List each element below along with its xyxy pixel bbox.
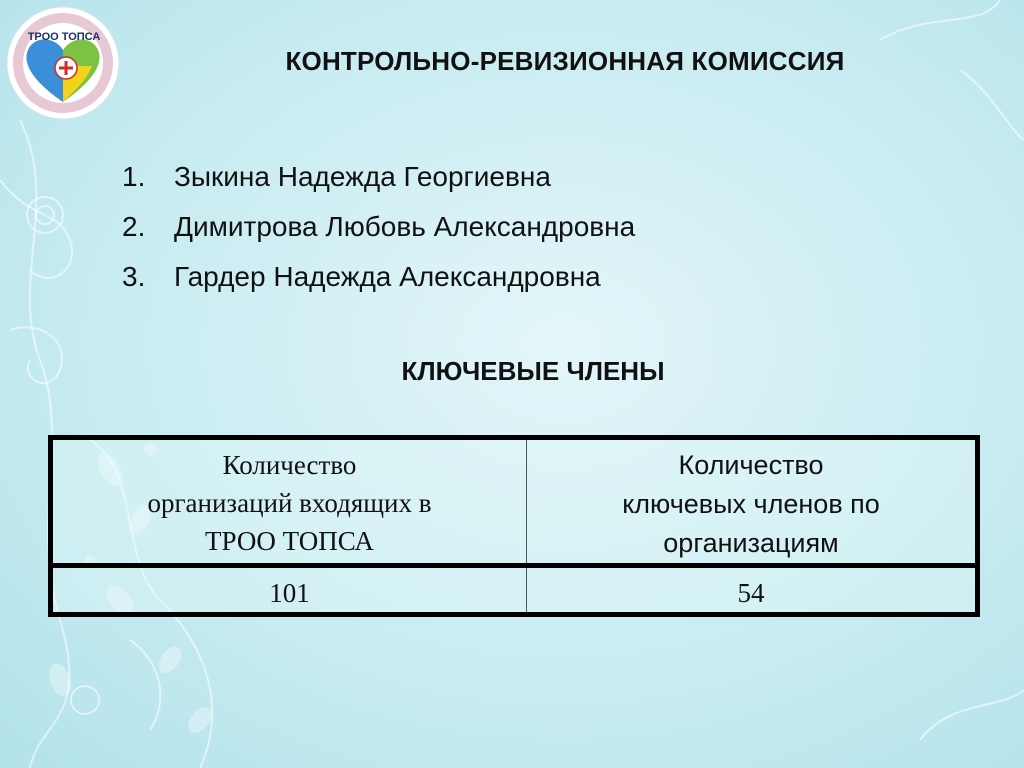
list-item — [122, 252, 635, 302]
table-header-row — [51, 438, 978, 566]
page-title: КОНТРОЛЬНО-РЕВИЗИОННАЯ КОМИССИЯ — [285, 46, 845, 76]
commission-members-list — [122, 152, 635, 302]
list-item — [122, 152, 635, 202]
member-name: Гардер Надежда Александровна — [174, 261, 601, 292]
list-item — [122, 202, 635, 252]
header-key-members-count — [527, 438, 978, 566]
list-number: 1. — [122, 161, 146, 192]
table-row — [51, 566, 978, 615]
key-members-table — [48, 435, 980, 617]
logo-text: ТРОО ТОПСА — [27, 31, 101, 43]
cell-value: 54 — [737, 578, 765, 608]
header-line: Количество — [222, 450, 357, 480]
member-name: Димитрова Любовь Александровна — [174, 211, 636, 242]
header-line: ключевых членов по — [622, 489, 880, 519]
list-number: 3. — [122, 261, 146, 292]
header-line: организаций входящих в — [147, 488, 432, 518]
cell-organizations-value — [51, 566, 527, 615]
section-subtitle: КЛЮЧЕВЫЕ ЧЛЕНЫ — [401, 356, 665, 386]
member-name: Зыкина Надежда Георгиевна — [174, 161, 551, 192]
cell-value: 101 — [269, 578, 310, 608]
header-line: Количество — [678, 450, 824, 480]
header-line: организациям — [663, 528, 839, 558]
cell-key-members-value — [527, 566, 978, 615]
list-number: 2. — [122, 211, 146, 242]
header-organizations-count — [51, 438, 527, 566]
header-line: ТРОО ТОПСА — [205, 526, 374, 556]
